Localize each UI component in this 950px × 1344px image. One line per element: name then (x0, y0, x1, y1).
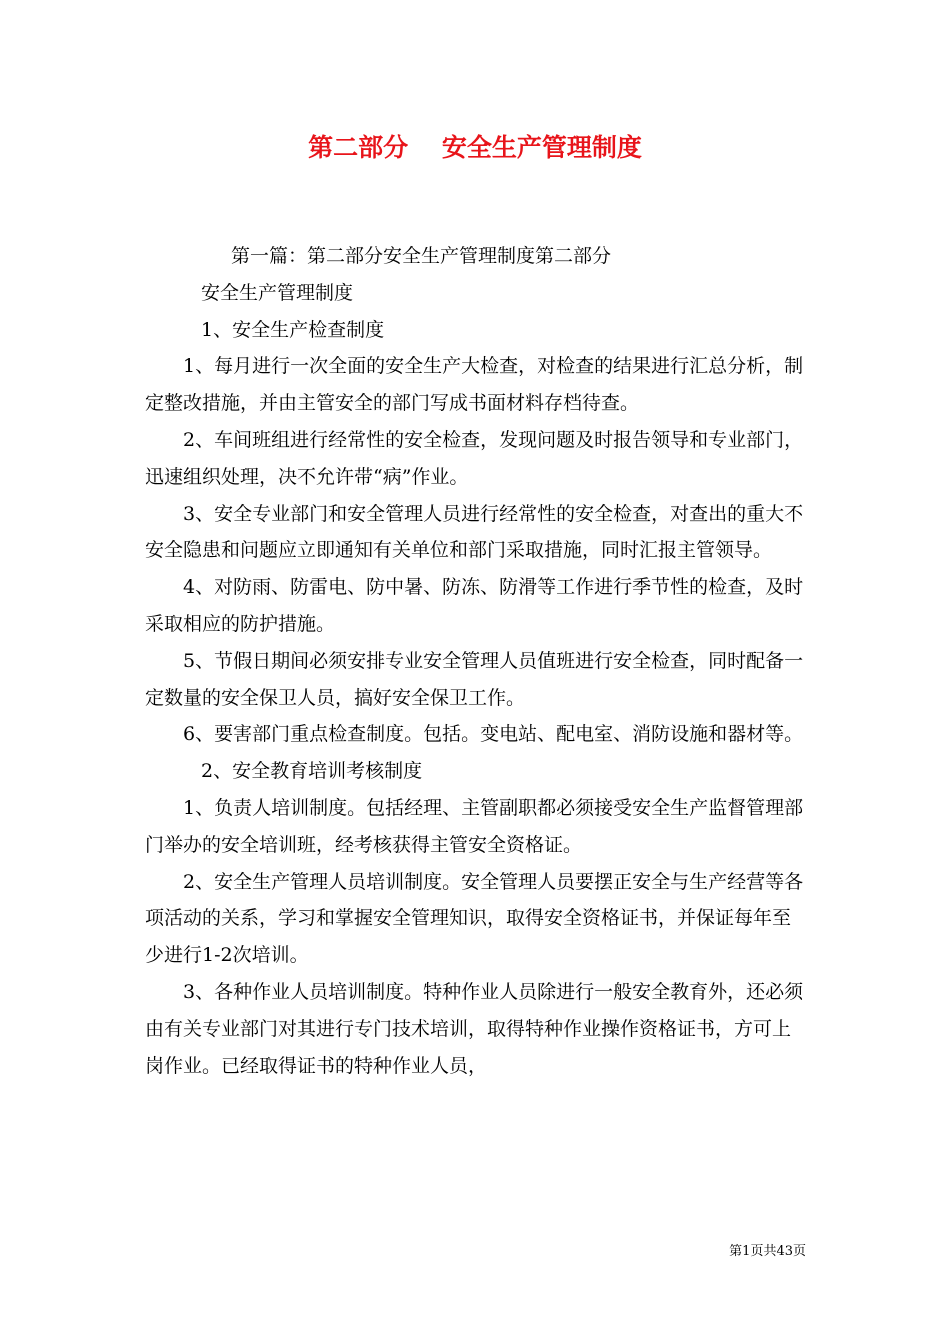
paragraph: 6、要害部门重点检查制度。包括。变电站、配电室、消防设施和器材等。 (183, 723, 804, 746)
paragraph: 3、安全专业部门和安全管理人员进行经常性的安全检查，对查出的重大不安全隐患和问题应立即通知有关单位和部门采取措施，同时汇报主管领导。 (145, 502, 804, 562)
paragraph: 3、各种作业人员培训制度。特种作业人员除进行一般安全教育外，还必须由有关专业部门对其进行专门技术培训，取得特种作业操作资格证书，方可上岗作业。已经取得证书的特种作业人员， (145, 980, 804, 1077)
paragraph: 5、节假日期间必须安排专业安全管理人员值班进行安全检查，同时配备一定数量的安全保卫人员，搞好安全保卫工作。 (145, 649, 804, 709)
document-body (145, 238, 805, 1084)
section-heading-2: 2、安全教育培训考核制度 (201, 760, 423, 783)
paragraph: 1、每月进行一次全面的安全生产大检查，对检查的结果进行汇总分析，制定整改措施，并由主管安全的部门写成书面材料存档待查。 (145, 355, 804, 415)
page-footer: 第1页共43页 (729, 1244, 806, 1259)
paragraph: 2、安全生产管理人员培训制度。安全管理人员要摆正安全与生产经营等各项活动的关系，学习和掌握安全管理知识，取得安全资格证书，并保证每年至少进行1-2次培训。 (145, 870, 804, 967)
paragraph: 4、对防雨、防雷电、防中暑、防冻、防滑等工作进行季节性的检查，及时采取相应的防护措施。 (145, 576, 804, 635)
paragraph: 1、负责人培训制度。包括经理、主管副职都必须接受安全生产监督管理部门举办的安全培训班，经考核获得主管安全资格证。 (145, 796, 804, 856)
section-heading-1: 1、安全生产检查制度 (201, 318, 385, 341)
paragraph: 2、车间班组进行经常性的安全检查，发现问题及时报告领导和专业部门，迅速组织处理，决不允许带“病”作业。 (145, 428, 804, 488)
paragraph-heading: 安全生产管理制度 (201, 281, 354, 304)
page-title: 第二部分 安全生产管理制度 (308, 133, 642, 162)
paragraph-intro: 第一篇：第二部分安全生产管理制度第二部分 (231, 245, 612, 267)
